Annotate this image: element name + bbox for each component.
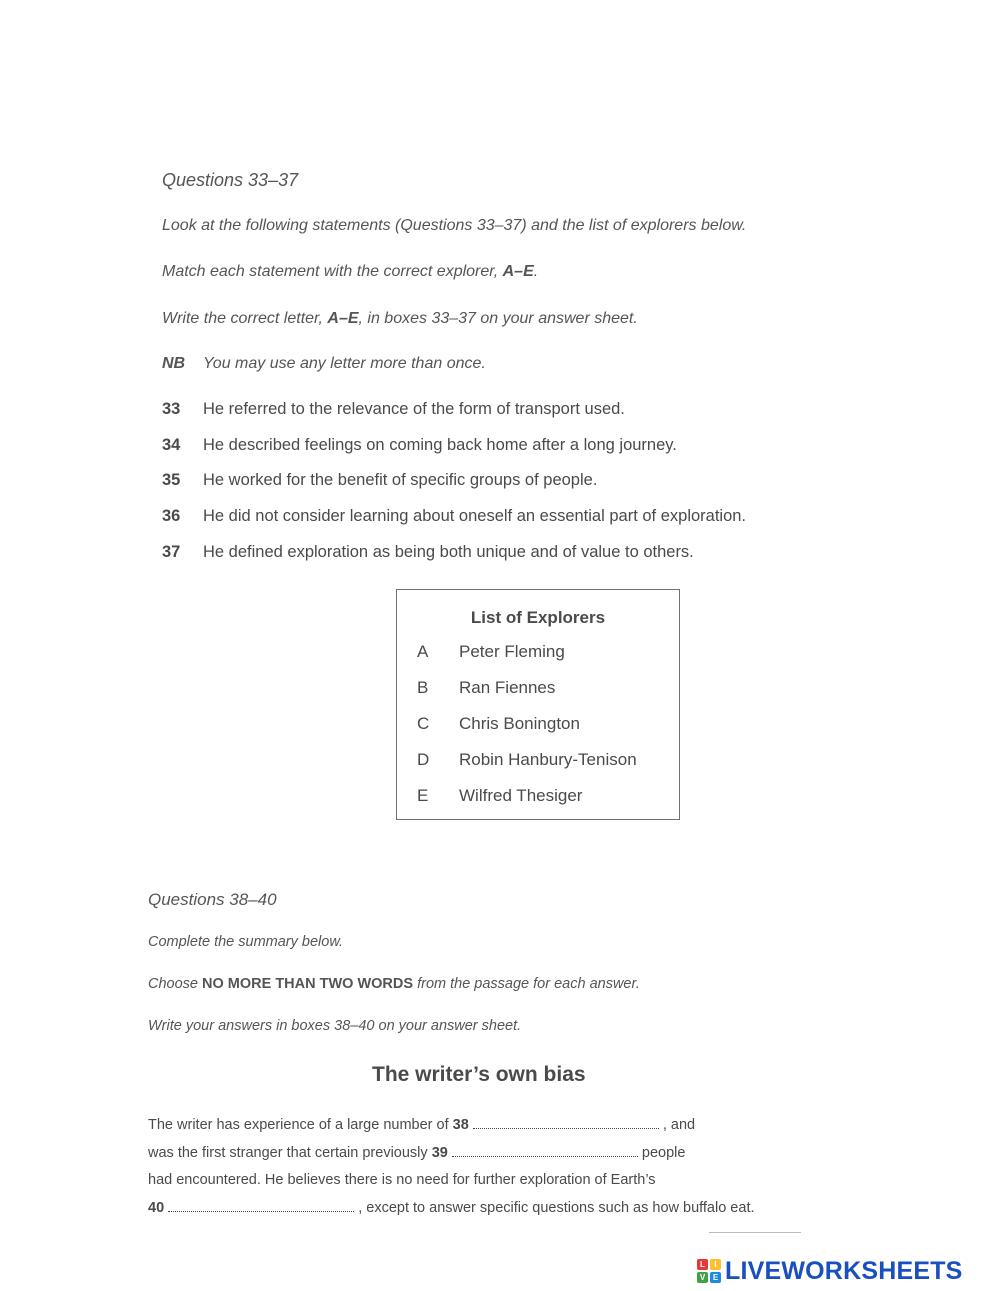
instruction-write-letter [162,310,638,328]
explorer-item-d [417,750,637,770]
statement-number: 36 [162,507,181,525]
statement-number: 34 [162,436,181,454]
statement-number: 37 [162,543,181,561]
explorer-letter: E [417,786,429,805]
statement-37 [162,543,694,562]
nb-label: NB [162,355,186,372]
explorer-name: Chris Bonington [459,714,580,733]
instruction-bold-range: A–E [327,310,359,327]
statement-text: He described feelings on coming back home after a long journey. [203,436,677,454]
explorer-item-c [417,714,580,734]
instruction-match-statement [162,263,538,281]
instruction-write-answers: Write your answers in boxes 38–40 on your answer sheet. [148,1018,522,1034]
answer-gap-40[interactable] [168,1202,354,1212]
instruction-look-at-statements: Look at the following statements (Questions 33–37) and the list of explorers below. [162,217,747,234]
instruction-text: from the passage for each answer. [413,976,640,992]
list-of-explorers-box [396,589,680,820]
logo-block: E [710,1272,721,1283]
statement-33 [162,400,625,419]
logo-block: V [697,1272,708,1283]
explorer-item-b [417,678,555,698]
statement-36 [162,507,746,526]
statement-number: 35 [162,471,181,489]
explorer-name: Robin Hanbury-Tenison [459,750,637,769]
statement-number: 33 [162,400,181,418]
summary-text: was the first stranger that certain previously [148,1145,432,1161]
statement-text: He worked for the benefit of specific groups of people. [203,471,598,489]
instruction-text: Write the correct letter, [162,310,328,327]
instruction-text: Match each statement with the correct explorer, [162,263,503,280]
explorer-name: Peter Fleming [459,642,565,661]
logo-block: I [710,1259,721,1270]
statement-text: He did not consider learning about oneself an essential part of exploration. [203,507,747,525]
gap-number-39: 39 [431,1145,448,1161]
explorer-letter: D [417,750,430,769]
summary-line-3: had encountered. He believes there is no need for further exploration of Earth’s [148,1172,656,1188]
answer-gap-38[interactable] [473,1119,659,1129]
explorer-item-a [417,642,565,662]
summary-text: people [641,1145,686,1161]
instruction-text: Choose [148,976,203,992]
summary-text: , and [662,1117,696,1133]
instruction-word-limit [148,976,640,992]
nb-text: You may use any letter more than once. [203,355,486,372]
explorer-name: Wilfred Thesiger [459,786,583,805]
liveworksheets-logo[interactable] [697,1257,963,1285]
logo-text: LIVEWORKSHEETS [725,1256,963,1285]
nb-note [162,355,486,373]
instruction-text: . [533,263,539,280]
logo-blocks-icon [697,1259,721,1283]
answer-gap-39[interactable] [452,1147,638,1157]
instruction-text: , in boxes 33–37 on your answer sheet. [358,310,638,327]
explorer-letter: C [417,714,430,733]
statement-text: He referred to the relevance of the form of transport used. [203,400,625,418]
summary-line-2 [148,1145,685,1161]
divider-line [709,1232,801,1233]
summary-text: , except to answer specific questions such as how buffalo eat. [358,1200,755,1216]
explorer-letter: A [417,642,429,661]
statement-34 [162,436,677,455]
summary-title: The writer’s own bias [372,1063,586,1086]
summary-line-1 [148,1117,695,1133]
explorer-name: Ran Fiennes [459,678,556,697]
logo-block: L [697,1259,708,1270]
gap-number-40: 40 [148,1200,165,1216]
explorer-item-e [417,786,582,806]
statement-35 [162,471,597,490]
instruction-bold-limit: NO MORE THAN TWO WORDS [202,976,414,992]
questions-38-40-heading: Questions 38–40 [148,890,277,909]
summary-line-4 [148,1200,755,1216]
explorer-letter: B [417,678,429,697]
list-of-explorers-title: List of Explorers [470,608,606,627]
instruction-complete-summary: Complete the summary below. [148,934,344,950]
statement-text: He defined exploration as being both unique and of value to others. [203,543,694,561]
questions-33-37-heading: Questions 33–37 [162,170,299,190]
summary-text: The writer has experience of a large number of [148,1117,453,1133]
gap-number-38: 38 [452,1117,469,1133]
instruction-bold-range: A–E [502,263,534,280]
